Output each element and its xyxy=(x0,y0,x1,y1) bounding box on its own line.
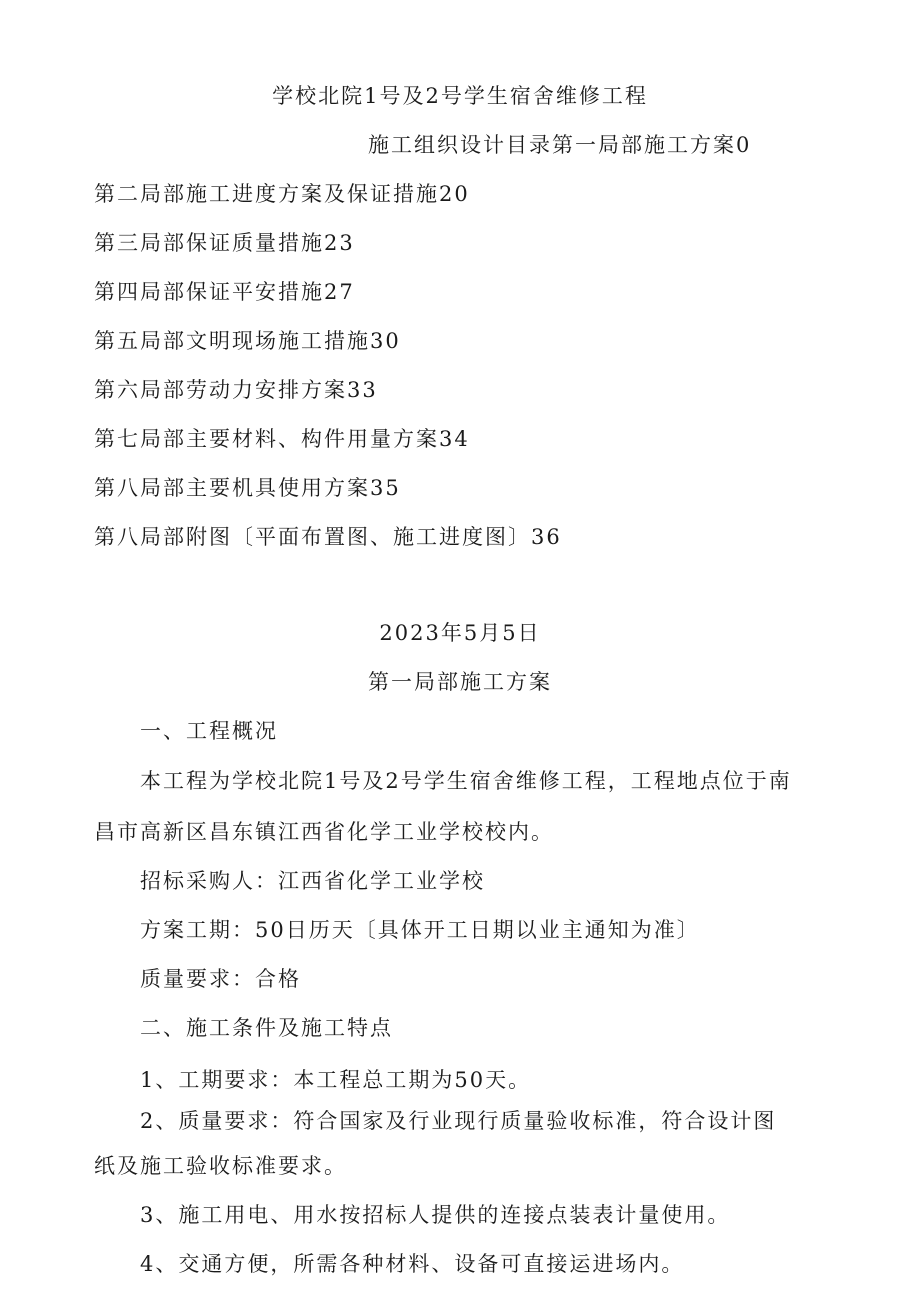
overview-paragraph-line2: 昌市高新区昌东镇江西省化学工业学校校内。 xyxy=(94,820,554,844)
toc-item-4: 第四局部保证平安措施27 xyxy=(94,280,355,304)
toc-item-3: 第三局部保证质量措施23 xyxy=(94,231,355,255)
document-date: 2023年5月5日 xyxy=(379,621,541,645)
section-title: 第一局部施工方案 xyxy=(368,670,552,694)
toc-item-7: 第七局部主要材料、构件用量方案34 xyxy=(94,427,470,451)
document-title: 学校北院1号及2号学生宿舍维修工程 xyxy=(272,84,648,108)
toc-item-6: 第六局部劳动力安排方案33 xyxy=(94,378,378,402)
overview-heading: 一、工程概况 xyxy=(140,719,278,743)
condition-item-1: 1、工期要求：本工程总工期为50天。 xyxy=(140,1068,532,1092)
duration-line: 方案工期：50日历天〔具体开工日期以业主通知为准〕 xyxy=(140,918,700,942)
toc-item-8: 第八局部主要机具使用方案35 xyxy=(94,476,401,500)
toc-item-9: 第八局部附图〔平面布置图、施工进度图〕36 xyxy=(94,525,562,549)
condition-item-2-line1: 2、质量要求：符合国家及行业现行质量验收标准，符合设计图 xyxy=(140,1109,777,1133)
quality-line: 质量要求：合格 xyxy=(140,967,301,991)
overview-paragraph-line1: 本工程为学校北院1号及2号学生宿舍维修工程，工程地点位于南 xyxy=(140,769,792,793)
toc-item-2: 第二局部施工进度方案及保证措施20 xyxy=(94,182,470,206)
toc-item-5: 第五局部文明现场施工措施30 xyxy=(94,329,401,353)
toc-heading: 施工组织设计目录第一局部施工方案0 xyxy=(368,133,752,157)
condition-item-3: 3、施工用电、用水按招标人提供的连接点装表计量使用。 xyxy=(140,1203,731,1227)
purchaser-line: 招标采购人：江西省化学工业学校 xyxy=(140,869,485,893)
condition-item-2-line2: 纸及施工验收标准要求。 xyxy=(94,1154,347,1178)
conditions-heading: 二、施工条件及施工特点 xyxy=(140,1016,393,1040)
condition-item-4: 4、交通方便，所需各种材料、设备可直接运进场内。 xyxy=(140,1252,685,1276)
